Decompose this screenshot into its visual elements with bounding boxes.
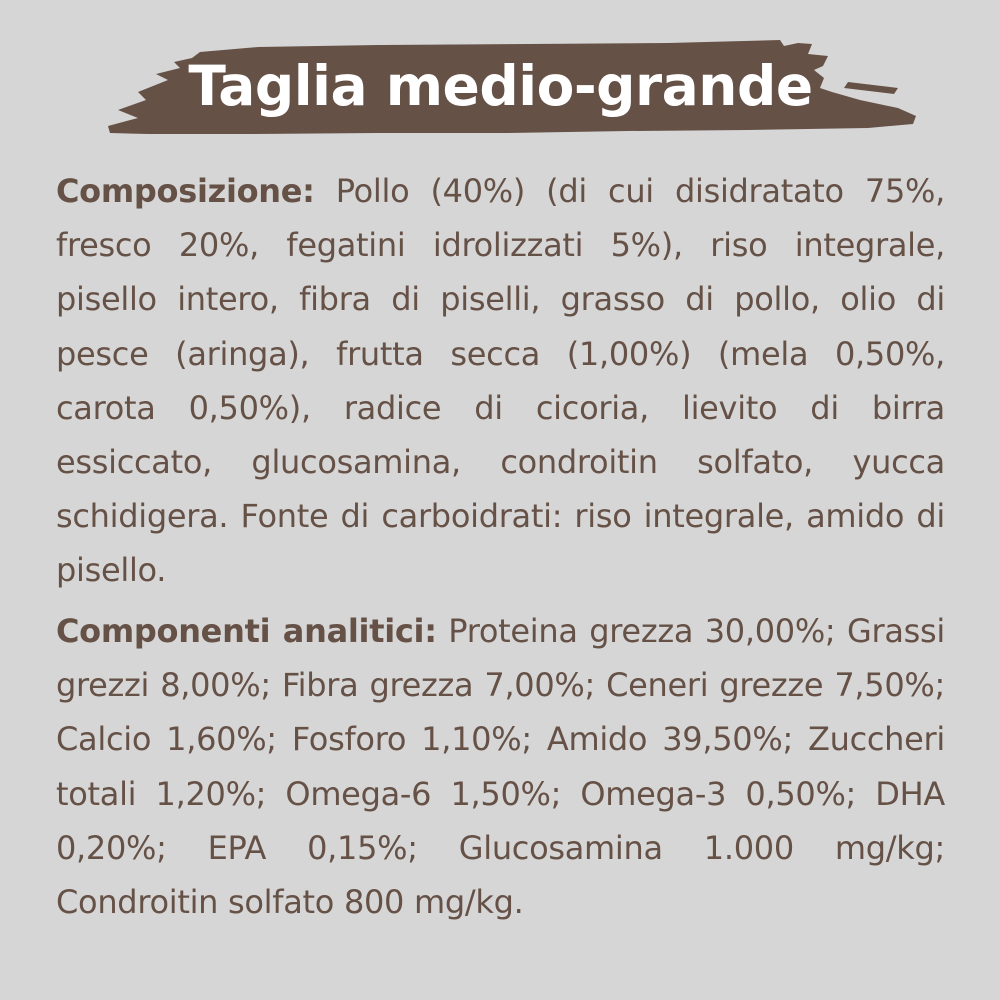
analytical-components-text: Proteina grezza 30,00%; Grassi grezzi 8,00%; Fibra grezza 7,00%; Ceneri grezze 7,50%; Calcio 1,60%; Fosforo 1,10%; Amido 39,50%; Zuccheri totali 1,20%; Omega-6 1,50%; Omega-3 0,50%; DHA 0,20%; EPA 0,15%; Glucosamina 1.000 mg/kg; Condroitin solfato 800 mg/kg. xyxy=(56,612,945,922)
composition-text: Pollo (40%) (di cui disidratato 75%, fresco 20%, fegatini idrolizzati 5%), riso integrale, pisello intero, fibra di piselli, grasso di pollo, olio di pesce (aringa), frutta secca (1,00%) (mela 0,50%, carota 0,50%), radice di cicoria, lievito di birra essiccato, glucosamina, condroitin solfato, yucca schidigera. Fonte di carboidrati: riso integrale, amido di pisello. xyxy=(56,172,945,590)
analytical-components-paragraph xyxy=(56,604,945,929)
page-title: Taglia medio-grande xyxy=(188,54,813,118)
composition-paragraph xyxy=(56,164,945,598)
title-banner xyxy=(108,38,920,138)
analytical-components-label: Componenti analitici: xyxy=(56,612,437,650)
composition-label: Composizione: xyxy=(56,172,315,210)
